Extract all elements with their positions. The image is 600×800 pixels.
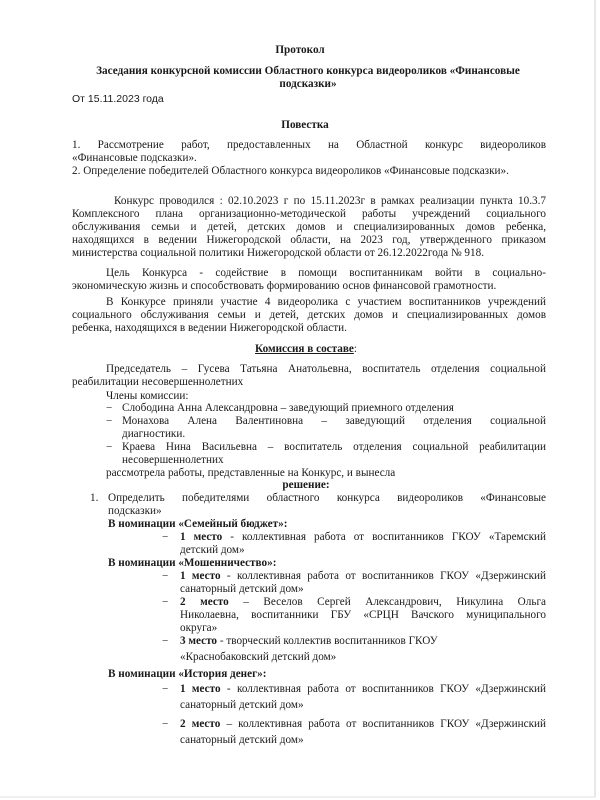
p1-line-2: Комплексного плана организационно-методической работы учреждений социального [72,208,546,220]
nom2-place-2-line-3: округа» [180,622,218,634]
agenda-heading: Повестка [281,119,329,131]
nomination-fraud: В номинации «Мошенничество»: [108,557,277,569]
nom2-place-1-dash: − [162,570,169,582]
member-3-line-1: Краева Нина Васильевна – воспитатель отделения социальной реабилитации [122,441,546,453]
nom2-places [162,570,546,664]
nom3-place-2-label: 2 место [180,718,221,730]
nom2-place-2-text: – Веселов Сергей Александрович, Никулина Ольга [228,596,547,608]
chair-line-2: реабилитации несовершеннолетних [72,376,244,388]
members-label: Члены комиссии: [106,390,189,402]
nomination-family-budget: В номинации «Семейный бюджет»: [108,518,288,530]
nom1-place-1 [162,531,546,557]
agenda-item-1-line-2: «Финансовые подсказки». [72,152,197,164]
member-2 [106,415,546,441]
commission-heading-row [0,343,600,356]
document-subtitle [60,65,556,91]
commission-conclusion: рассмотрела работы, представленные на Конкурс, и вынесла [106,467,396,479]
nom2-place-1 [162,570,546,596]
p3-line-3: ребенка, находящихся в ведении Нижегородской области. [72,322,347,334]
nom2-place-2 [162,596,546,635]
nom1-place-1-text: - коллективная работа от воспитанников ГКОУ «Таремский [222,531,546,543]
member-1-text: Слободина Анна Александровна – заведующий приемного отделения [122,402,454,414]
commission-heading-colon: : [353,343,357,355]
nom2-place-1-text: - коллективная работа от воспитанников ГКОУ «Дзержинский [220,570,546,582]
subtitle-line-1: Заседания конкурсной комиссии Областного конкурса видеороликов «Финансовые [96,65,520,77]
nom2-place-2-dash: − [162,596,169,608]
agenda-item-1-line-1: 1. Рассмотрение работ, предоставленных на Областной конкурс видеороликов [72,139,546,151]
nom3-place-1-label: 1 место [180,683,221,695]
document-title: Протокол [275,44,325,56]
nom2-place-3-text: - творческий коллектив воспитанников ГКОУ [217,635,438,647]
decision-item-1-line-1: Определить победителями областного конкурса видеороликов «Финансовые [108,492,546,504]
member-1 [106,402,546,415]
member-3-line-2: несовершеннолетних [122,454,224,466]
agenda-list [72,139,546,178]
nom3-place-2-dash: − [162,718,169,730]
nom2-place-3-line-2: «Краснобаковский детский дом» [180,651,337,663]
members-list [106,402,546,467]
decision-item-1 [90,492,546,518]
paragraph-period [72,195,546,260]
decision-item-1-number: 1. [90,492,99,504]
member-3-dash: − [106,441,113,453]
subtitle-line-2: подсказки» [279,78,337,90]
nom2-place-2-line-2: Николаевна, воспитанники ГБУ «СРЦН Вачского муниципального [180,609,546,621]
paragraph-participants [72,296,546,335]
chair-line-1: Председатель – Гусева Татьяна Анатольевна, воспитатель отделения социальной [106,363,546,375]
member-3 [106,441,546,467]
member-2-line-2: диагностики. [122,428,186,440]
paragraph-goal [72,267,546,293]
member-2-dash: − [106,415,113,427]
nom2-place-3-dash: − [162,635,169,647]
decision-item-1-line-2: подсказки» [108,505,162,517]
p1-line-4: находящихся в ведении Нижегородской области, на 2023 год, утвержденного приказом [72,234,546,246]
nom2-place-1-label: 1 место [180,570,221,582]
nom1-place-1-dash: − [162,531,169,543]
nom2-place-3-label: 3 место [180,635,218,647]
p3-line-2: социального обслуживания семьи и детей, детских домов и специализированных домов [72,309,546,321]
p1-line-5: министерства социальной политики Нижегородской области от 26.12.2022года № 918. [72,247,484,259]
commission-chair [72,363,546,389]
nom3-place-1 [162,683,546,712]
document-date: От 15.11.2023 года [72,93,164,105]
decision-heading: решение: [282,479,330,491]
nom2-place-3 [162,635,546,664]
nom3-place-2-line-2: санаторный детский дом» [180,734,304,746]
member-2-line-1: Монахова Алена Валентиновна – заведующий отделения социальной [122,415,546,427]
nom3-place-1-text: - коллективная работа от воспитанников ГКОУ «Дзержинский [220,683,546,695]
nom2-place-2-label: 2 место [180,596,229,608]
nom3-place-2-text: – коллективная работа от воспитанников ГКОУ «Дзержинский [220,718,546,730]
commission-heading: Комиссия в составе [255,343,354,355]
nom3-places [162,683,546,747]
agenda-item-2: 2. Определение победителей Областного конкурса видеороликов «Финансовые подсказки». [72,165,509,177]
p2-line-2: экономическую жизнь и способствовать формированию основ финансовой грамотности. [72,280,497,292]
member-1-dash: − [106,402,113,414]
nom2-place-1-line-2: санаторный детский дом» [180,583,304,595]
nom3-place-1-dash: − [162,683,169,695]
nom3-place-1-line-2: санаторный детский дом» [180,699,304,711]
nom1-place-1-label: 1 место [180,531,223,543]
nomination-money-history: В номинации «История денег»: [108,668,267,680]
p1-line-3: обслуживания семьи и детей, детских домов и специализированных домов ребенка, [72,221,546,233]
nom3-place-2 [162,718,546,747]
nom1-place-1-line-2: детский дом» [180,544,245,556]
p3-line-1: В Конкурсе приняли участие 4 видеоролика с участием воспитанников учреждений [106,296,546,308]
p2-line-1: Цель Конкурса - содействие в помощи воспитанникам войти в социально- [106,267,546,279]
p1-line-1: Конкурс проводился : 02.10.2023 г по 15.11.2023г в рамках реализации пункта 10.3.7 [114,195,546,207]
